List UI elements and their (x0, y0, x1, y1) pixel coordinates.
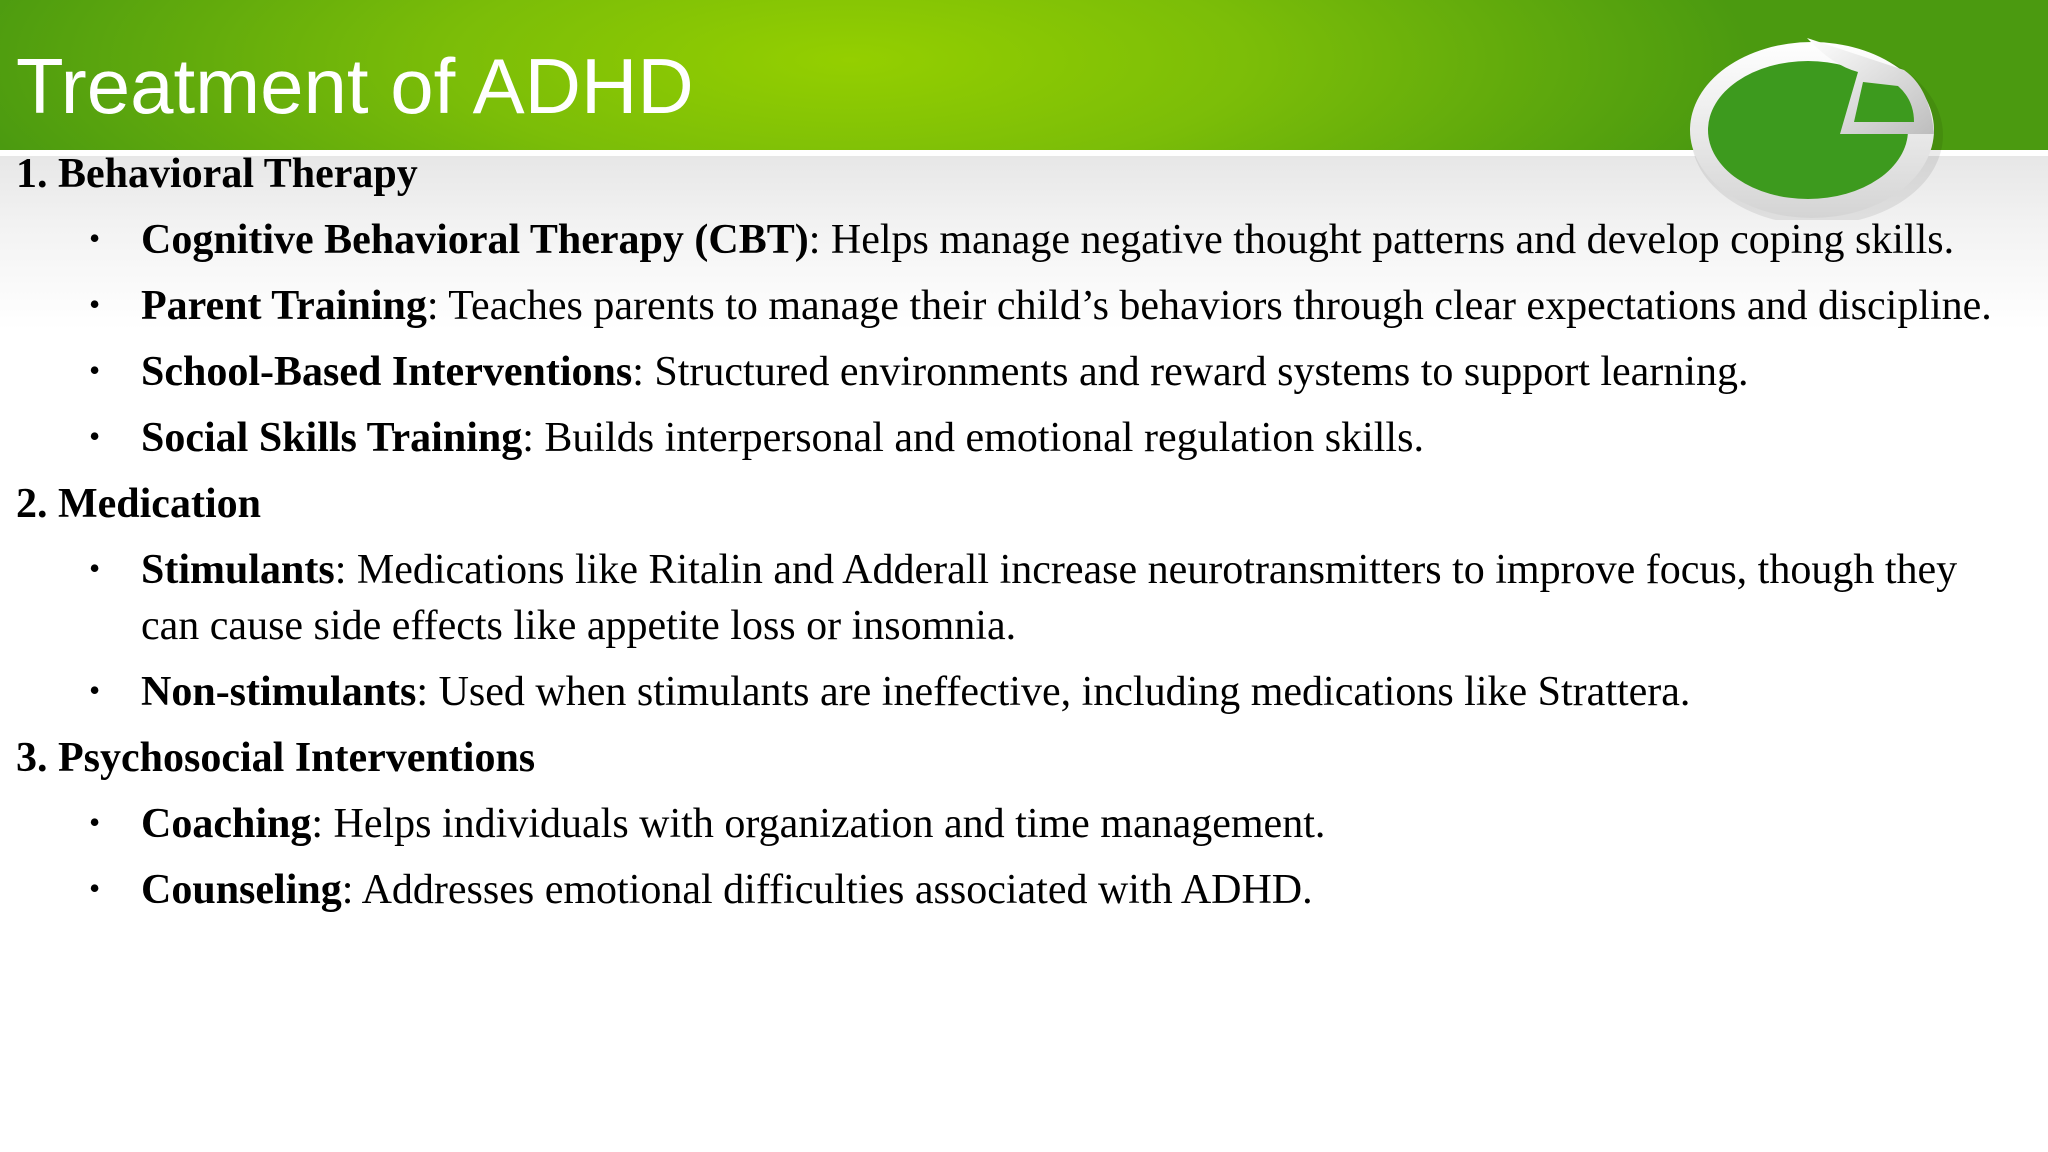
bullet-icon: • (89, 286, 101, 322)
bullet-icon: • (89, 550, 101, 586)
section-medication (16, 476, 2006, 720)
section-heading: 2. Medication (16, 481, 261, 527)
item-description: Builds interpersonal and emotional regulation skills. (533, 415, 1424, 461)
bullet-icon: • (89, 418, 101, 454)
list-item (16, 278, 2001, 334)
item-term: Non-stimulants (141, 669, 417, 715)
list-item (16, 410, 2001, 466)
item-term: School-Based Interventions (141, 349, 633, 395)
item-term: Parent Training (141, 283, 427, 329)
list-item (16, 344, 2001, 400)
bullet-list (16, 212, 2006, 466)
list-item (16, 542, 2001, 654)
item-separator: : (632, 349, 644, 395)
bullet-list (16, 542, 2006, 720)
bullet-icon: • (89, 352, 101, 388)
bullet-icon: • (89, 672, 101, 708)
list-item (16, 212, 2001, 268)
list-item (16, 664, 2001, 720)
item-description: Helps individuals with organization and time management. (323, 801, 1326, 847)
item-description: Medications like Ritalin and Adderall increase neurotransmitters to improve focus, though they can cause side effects like appetite loss or insomnia. (141, 547, 1958, 649)
item-separator: : (334, 547, 347, 593)
bullet-icon: • (89, 870, 101, 906)
list-item (16, 862, 2001, 918)
section-heading: 1. Behavioral Therapy (16, 151, 418, 197)
bullet-list (16, 796, 2006, 918)
item-separator: : (311, 801, 324, 847)
item-separator: : (416, 669, 429, 715)
item-term: Coaching (141, 801, 312, 847)
item-term: Counseling (141, 867, 342, 913)
bullet-icon: • (89, 804, 101, 840)
section-psychosocial-interventions (16, 730, 2006, 918)
item-term: Cognitive Behavioral Therapy (CBT) (141, 217, 809, 263)
section-heading: 3. Psychosocial Interventions (16, 735, 536, 781)
bullet-icon: • (89, 220, 101, 256)
item-description: Helps manage negative thought patterns and develop coping skills. (820, 217, 1955, 263)
section-behavioral-therapy (16, 146, 2006, 466)
item-separator: : (808, 217, 821, 263)
item-separator: : (341, 867, 354, 913)
item-separator: : (426, 283, 439, 329)
item-term: Social Skills Training (141, 415, 523, 461)
item-term: Stimulants (141, 547, 335, 593)
item-description: Used when stimulants are ineffective, including medications like Strattera. (428, 669, 1691, 715)
item-description: Teaches parents to manage their child’s behaviors through clear expectations and discipline. (438, 283, 1992, 329)
slide-content (16, 146, 2006, 928)
list-item (16, 796, 2001, 852)
slide-title: Treatment of ADHD (16, 42, 694, 130)
item-description: Structured environments and reward systems to support learning. (643, 349, 1749, 395)
item-description: Addresses emotional difficulties associated with ADHD. (353, 867, 1313, 913)
item-separator: : (522, 415, 534, 461)
